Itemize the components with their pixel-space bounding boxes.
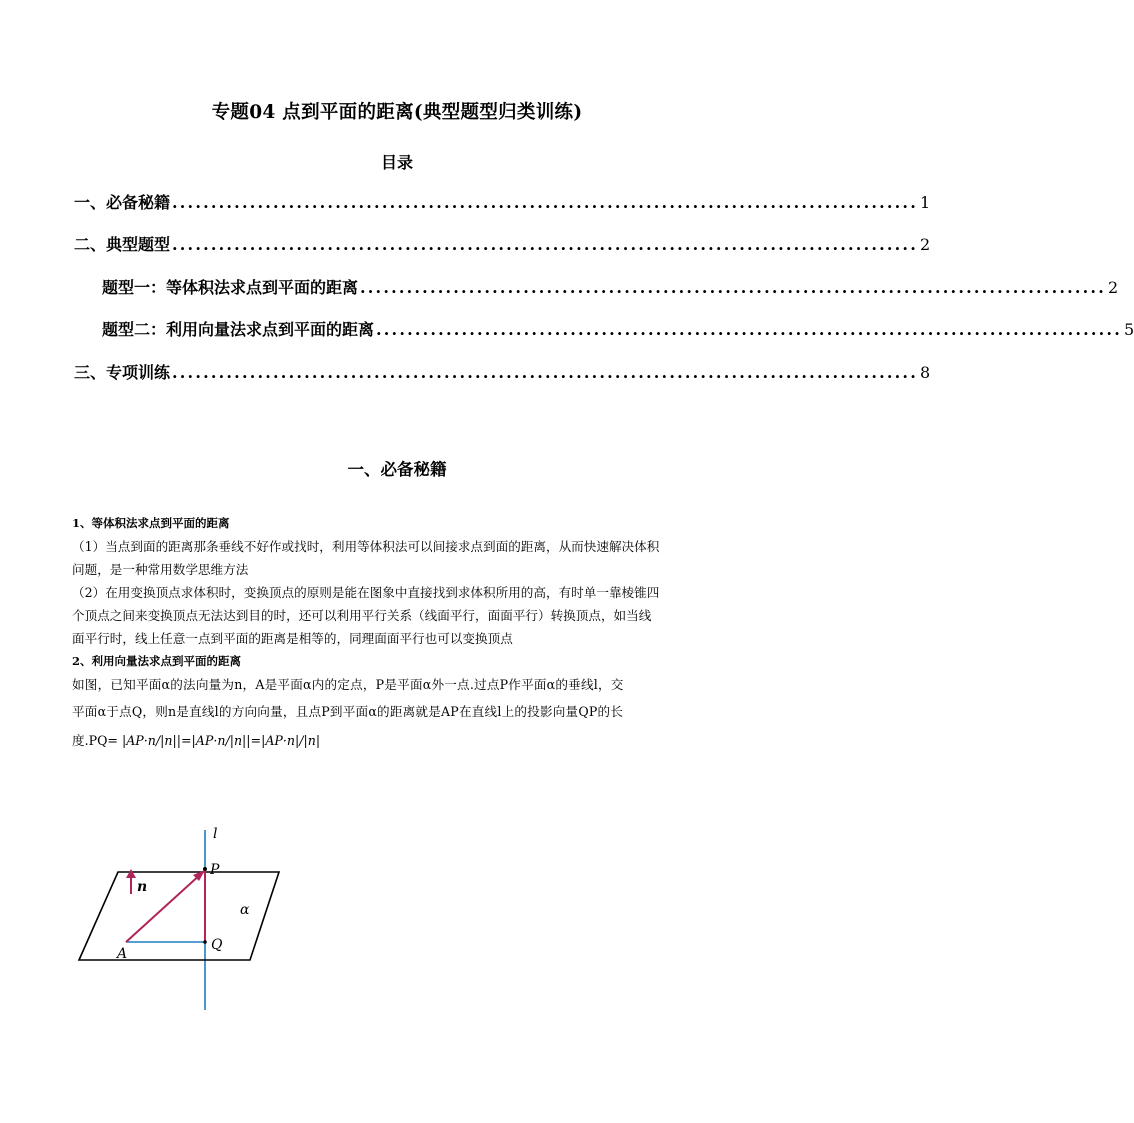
toc-leader-dots: ................................................................................................ bbox=[172, 235, 918, 254]
label-alpha: α bbox=[240, 902, 250, 918]
toc-leader-dots: ................................................................................................ bbox=[376, 320, 1122, 339]
formula-prefix: 度.PQ= bbox=[72, 733, 118, 748]
section-body bbox=[72, 512, 722, 752]
item1-p2c: 面平行时，线上任意一点到平面的距离是相等的，同理面面平行也可以变换顶点 bbox=[72, 631, 513, 646]
label-Q: Q bbox=[211, 937, 223, 953]
toc-leader-dots: ................................................................................................ bbox=[172, 363, 918, 382]
toc-entry-4[interactable] bbox=[102, 317, 1134, 340]
item1-p1b: 问题，是一种常用数学思维方法 bbox=[72, 562, 249, 577]
figure bbox=[74, 822, 284, 1021]
item2-line3 bbox=[72, 729, 722, 752]
toc-leader-dots: ................................................................................................ bbox=[172, 193, 918, 212]
toc-entry-2[interactable] bbox=[74, 232, 931, 255]
toc-entry-label: 一、必备秘籍 bbox=[74, 193, 171, 212]
toc-entry-page: 2 bbox=[1107, 278, 1119, 297]
toc-entry-label: 三、专项训练 bbox=[74, 363, 171, 382]
item1-p1a: （1）当点到面的距离那条垂线不好作或找时，利用等体积法可以间接求点到面的距离，从而快速解决体积 bbox=[72, 539, 660, 554]
toc-entry-label: 二、典型题型 bbox=[74, 235, 171, 254]
distance-formula: |AP·n/|n||=|AP·n/|n||=|AP·n|/|n| bbox=[121, 733, 321, 748]
item1-p2a: （2）在用变换顶点求体积时，变换顶点的原则是能在图象中直接找到求体积所用的高，有时单一靠棱锥四 bbox=[72, 585, 660, 600]
toc-entry-3[interactable] bbox=[102, 275, 1119, 298]
item2-line1: 如图，已知平面α的法向量为n，A是平面α内的定点，P是平面α外一点.过点P作平面α的垂线l，交 bbox=[72, 677, 624, 692]
toc-entry-label: 题型一：等体积法求点到平面的距离 bbox=[102, 278, 359, 297]
toc-entry-page: 1 bbox=[919, 193, 931, 212]
toc-heading: 目录 bbox=[380, 153, 413, 172]
label-A: A bbox=[117, 946, 128, 962]
toc-leader-dots: ................................................................................................ bbox=[360, 278, 1106, 297]
normal-vector-n-arrowhead bbox=[126, 869, 136, 878]
label-l: l bbox=[213, 826, 218, 842]
point-P bbox=[203, 867, 207, 871]
toc-entry-1[interactable] bbox=[74, 190, 931, 213]
section-heading: 一、必备秘籍 bbox=[347, 460, 447, 479]
item2-line2: 平面α于点Q，则n是直线l的方向向量，且点P到平面α的距离就是AP在直线l上的投影向量QP的长 bbox=[72, 704, 624, 719]
toc-entry-page: 5 bbox=[1123, 320, 1134, 339]
document-title: 专题04 点到平面的距离(典型题型归类训练) bbox=[211, 102, 583, 123]
toc-entry-label: 题型二：利用向量法求点到平面的距离 bbox=[102, 320, 375, 339]
toc-entry-page: 2 bbox=[919, 235, 931, 254]
item1-title: 1、等体积法求点到平面的距离 bbox=[72, 516, 230, 530]
item2-title: 2、利用向量法求点到平面的距离 bbox=[72, 654, 241, 668]
item1-p2b: 个顶点之间来变换顶点无法达到目的时，还可以利用平行关系（线面平行，面面平行）转换顶点，如当线 bbox=[72, 608, 652, 623]
toc-entry-page: 8 bbox=[919, 363, 931, 382]
label-P: P bbox=[210, 862, 220, 878]
label-n: n bbox=[137, 879, 148, 895]
plane-vector-diagram bbox=[74, 822, 284, 1017]
point-Q bbox=[203, 940, 207, 944]
toc-entry-5[interactable] bbox=[74, 360, 931, 383]
